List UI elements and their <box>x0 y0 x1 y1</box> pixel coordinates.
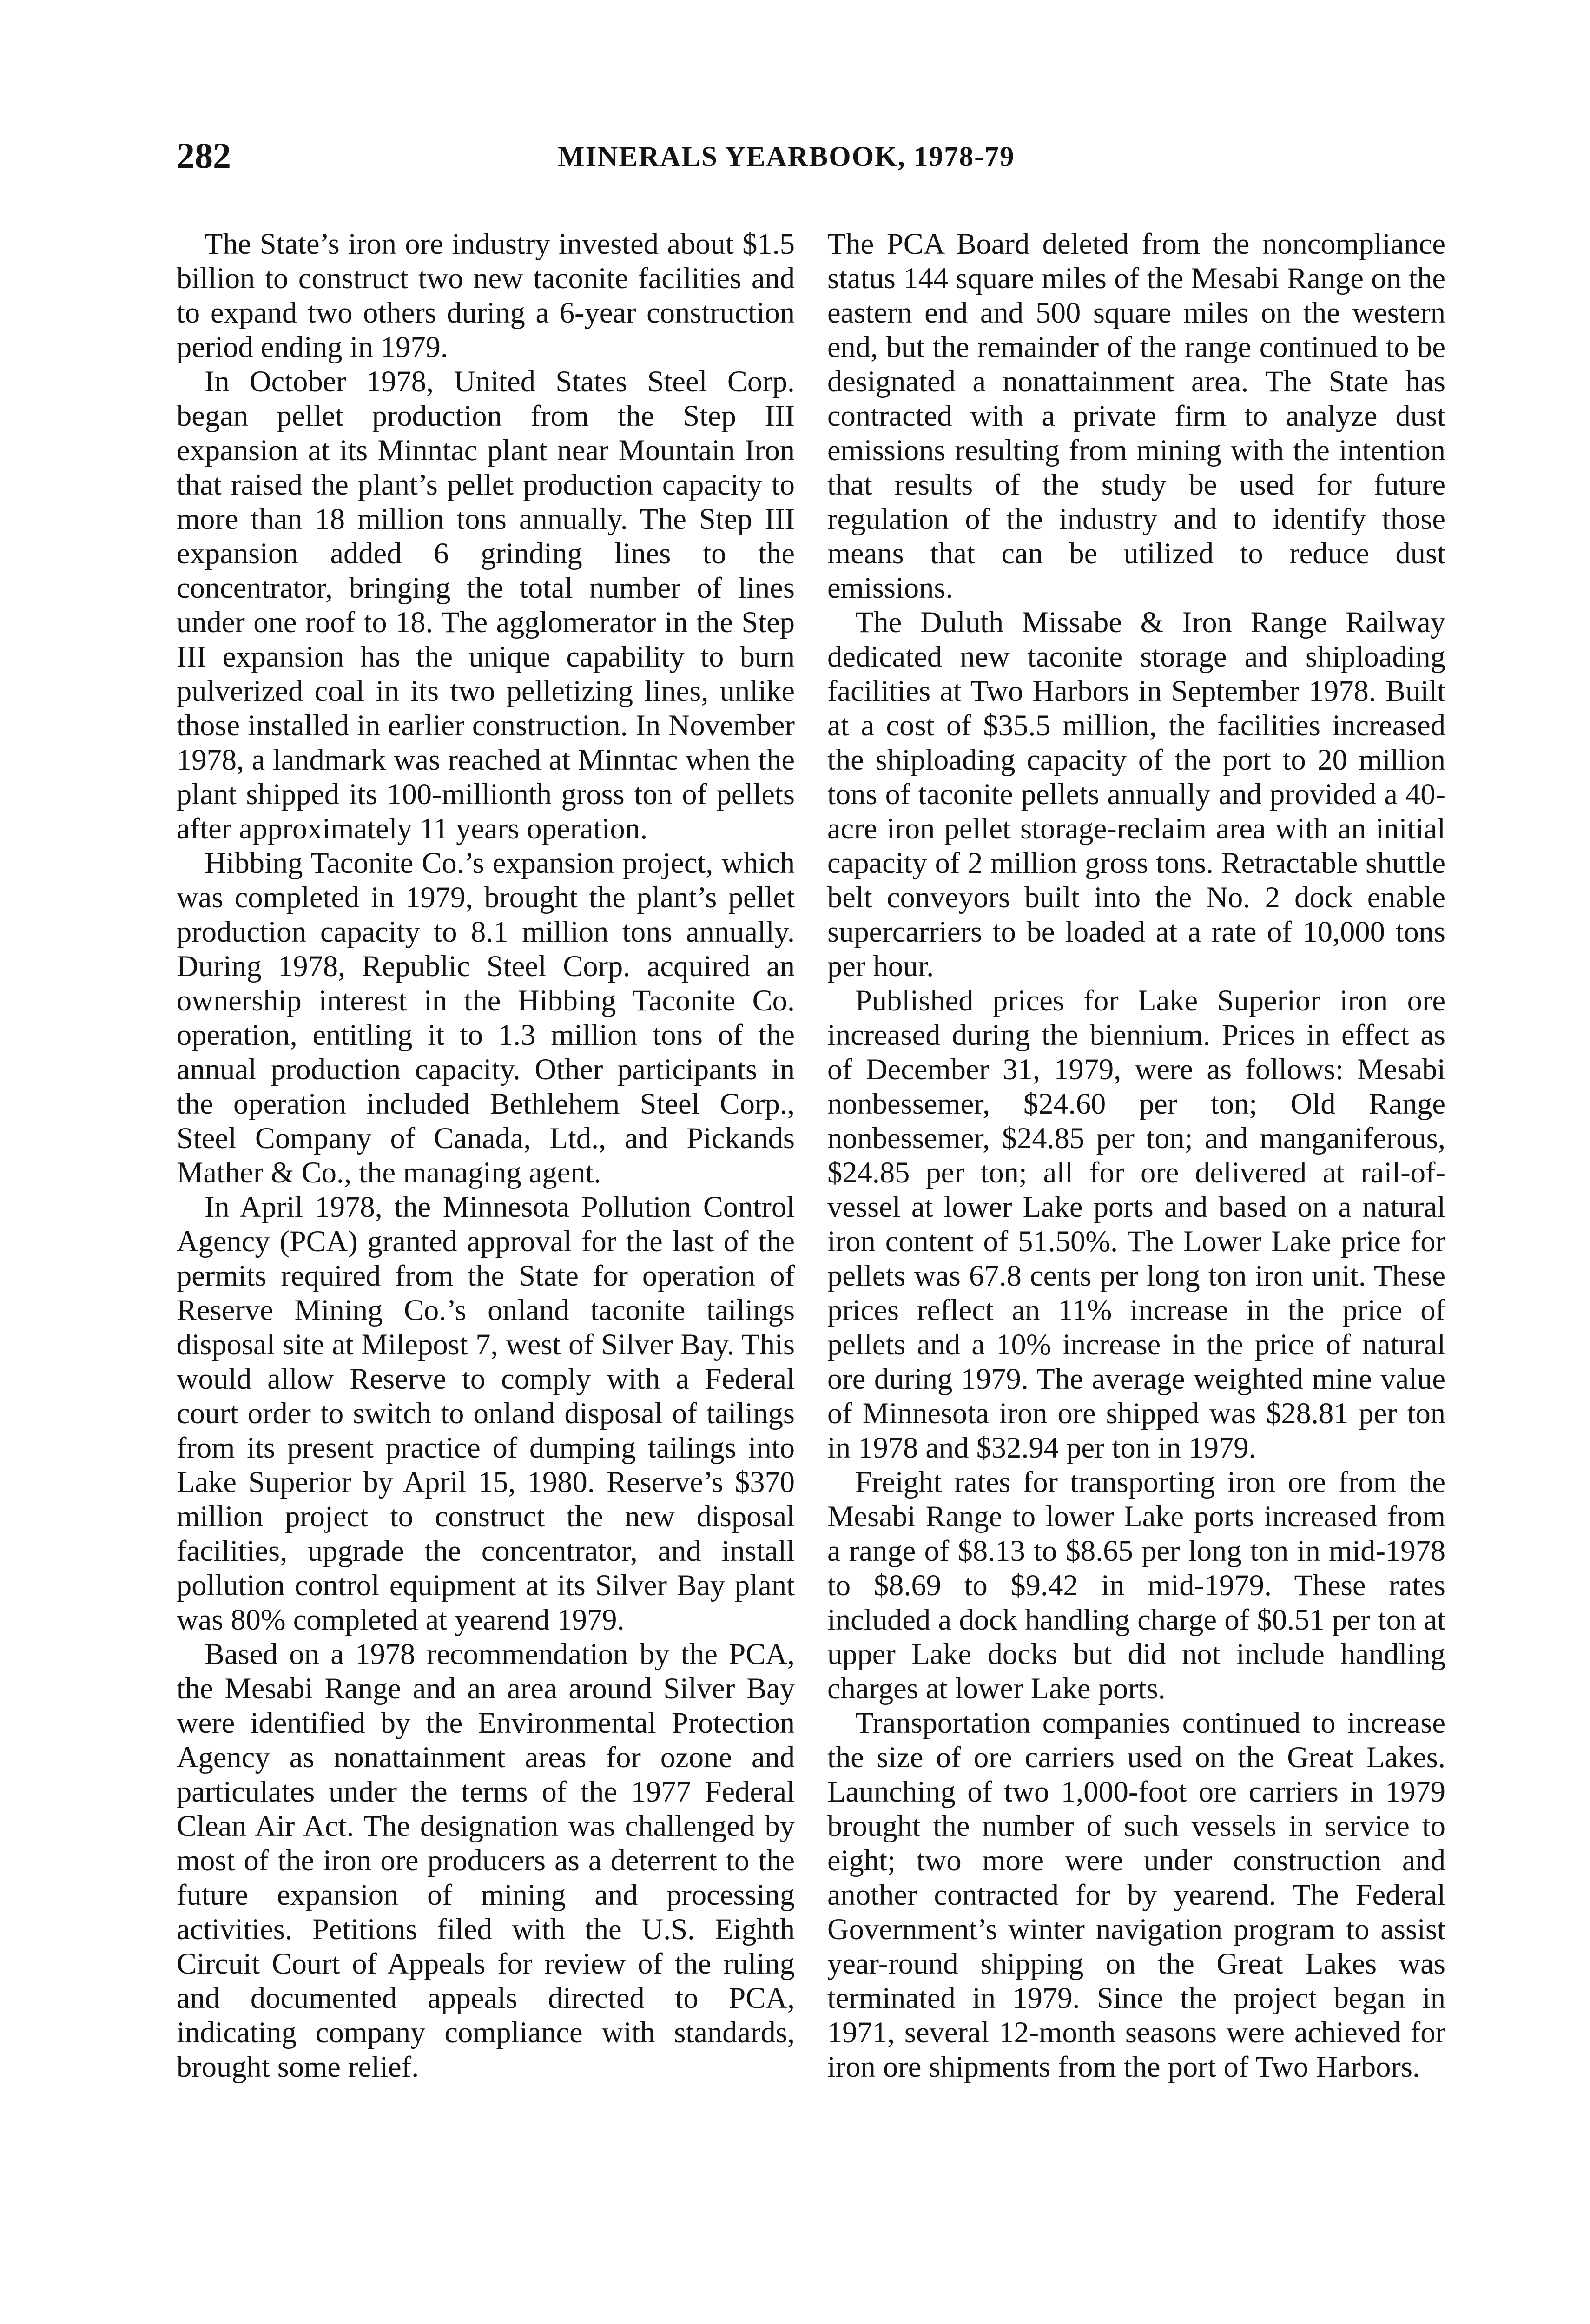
paragraph-duluth-missabe-railway: The Duluth Missabe & Iron Range Railway dedicated new taconite storage and shiploading facilities at Two Harbors in September 1978. Built at a cost of $35.5 million, the facilities increased the shiploading capacity of the port to 20 million tons of taconite pellets annually and provided a 40-acre iron pellet storage-reclaim area with an initial capacity of 2 million gross tons. Retractable shuttle belt conveyors built into the No. 2 dock enable supercarriers to be loaded at a rate of 10,000 tons per hour. <box>827 606 1445 983</box>
paragraph-clean-air-act: Based on a 1978 recommendation by the PCA, the Mesabi Range and an area around Silver Bay were identified by the Environmental Protection Agency as nonattainment areas for ozone and particulates under the terms of the 1977 Federal Clean Air Act. The designation was challenged by most of the iron ore producers as a deterrent to the future expansion of mining and processing activities. Petitions filed with the U.S. Eighth Circuit Court of Appeals for review of the ruling and documented appeals directed to PCA, indicating company compliance with standards, brought some relief. <box>177 1637 795 2083</box>
right-column <box>827 227 1445 2084</box>
paragraph-minntac-step-iii: In October 1978, United States Steel Corp. began pellet production from the Step III expansion at its Minntac plant near Mountain Iron that raised the plant’s pellet production capacity to more than 18 million tons annually. The Step III expansion added 6 grinding lines to the concentrator, bringing the total number of lines under one roof to 18. The agglomerator in the Step III expansion has the unique capability to burn pulverized coal in its two pelletizing lines, unlike those installed in earlier construction. In November 1978, a landmark was reached at Minntac when the plant shipped its 100-millionth gross ton of pellets after approximately 11 years operation. <box>177 365 795 845</box>
page-number: 282 <box>177 135 231 176</box>
header-title: MINERALS YEARBOOK, 1978-79 <box>558 141 1015 172</box>
paragraph-ore-carriers: Transportation companies continued to increase the size of ore carriers used on the Great Lakes. Launching of two 1,000-foot ore carriers in 1979 brought the number of such vessels in service to eight; two more were under construction and another contracted for by yearend. The Federal Government’s winter navigation program to assist year-round shipping on the Great Lakes was terminated in 1979. Since the project began in 1971, several 12-month seasons were achieved for iron ore shipments from the port of Two Harbors. <box>827 1706 1445 2083</box>
paragraph-published-prices: Published prices for Lake Superior iron ore increased during the biennium. Prices in effect as of December 31, 1979, were as follows: Mesabi nonbessemer, $24.60 per ton; Old Range nonbessemer, $24.85 per ton; and manganiferous, $24.85 per ton; all for ore delivered at rail-of-vessel at lower Lake ports and based on a natural iron content of 51.50%. The Lower Lake price for pellets was 67.8 cents per long ton iron unit. These prices reflect an 11% increase in the price of pellets and a 10% increase in the price of natural ore during 1979. The average weighted mine value of Minnesota iron ore shipped was $28.81 per ton in 1978 and $32.94 per ton in 1979. <box>827 984 1445 1464</box>
running-header <box>177 132 1441 184</box>
left-column <box>177 227 795 2084</box>
paragraph-hibbing-taconite: Hibbing Taconite Co.’s expansion project, which was completed in 1979, brought the plant’s pellet production capacity to 8.1 million tons annually. During 1978, Republic Steel Corp. acquired an ownership interest in the Hibbing Taconite Co. operation, entitling it to 1.3 million tons of the annual production capacity. Other participants in the operation included Bethlehem Steel Corp., Steel Company of Canada, Ltd., and Pickands Mather & Co., the managing agent. <box>177 846 795 1189</box>
paragraph-iron-ore-investment: The State’s iron ore industry invested about $1.5 billion to construct two new taconite facilities and to expand two others during a 6-year construction period ending in 1979. <box>177 227 795 363</box>
paragraph-pca-board-continuation: The PCA Board deleted from the noncompliance status 144 square miles of the Mesabi Range on the eastern end and 500 square miles on the western end, but the remainder of the range continued to be designated a nonattainment area. The State has contracted with a private firm to analyze dust emissions resulting from mining with the intention that results of the study be used for future regulation of the industry and to identify those means that can be utilized to reduce dust emissions. <box>827 227 1445 604</box>
paragraph-reserve-mining-pca: In April 1978, the Minnesota Pollution Control Agency (PCA) granted approval for the last of the permits required from the State for operation of Reserve Mining Co.’s onland taconite tailings disposal site at Milepost 7, west of Silver Bay. This would allow Reserve to comply with a Federal court order to switch to onland disposal of tailings from its present practice of dumping tailings into Lake Superior by April 15, 1980. Reserve’s $370 million project to construct the new disposal facilities, upgrade the concentrator, and install pollution control equipment at its Silver Bay plant was 80% completed at yearend 1979. <box>177 1190 795 1636</box>
paragraph-freight-rates: Freight rates for transporting iron ore from the Mesabi Range to lower Lake ports increased from a range of $8.13 to $8.65 per long ton in mid-1978 to $8.69 to $9.42 in mid-1979. These rates included a dock handling charge of $0.51 per ton at upper Lake docks but did not include handling charges at lower Lake ports. <box>827 1466 1445 1705</box>
